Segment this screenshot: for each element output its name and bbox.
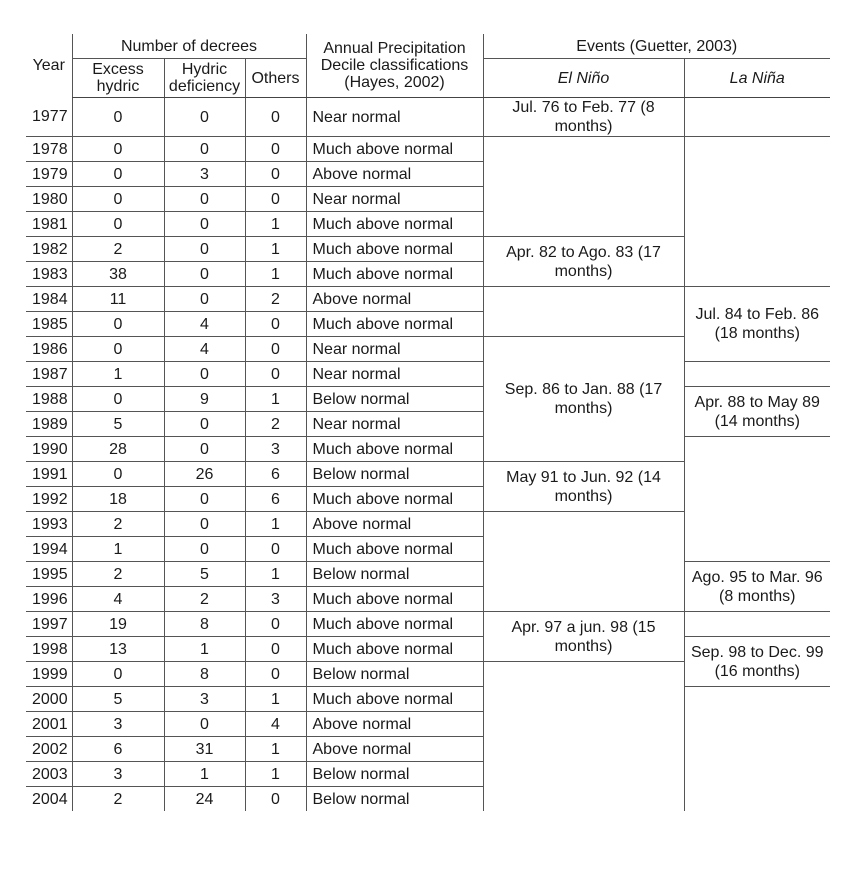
others-cell: 1 bbox=[245, 387, 306, 412]
el-nino-event-cell: Jul. 76 to Feb. 77 (8 months) bbox=[483, 98, 684, 137]
excess-hydric-cell: 28 bbox=[72, 437, 164, 462]
header-number-of-decrees: Number of decrees bbox=[72, 34, 306, 59]
year-cell: 2001 bbox=[26, 712, 72, 737]
table-row bbox=[26, 362, 830, 387]
header-year: Year bbox=[32, 57, 65, 75]
precipitation-class-cell: Much above normal bbox=[306, 262, 483, 287]
others-cell: 1 bbox=[245, 212, 306, 237]
year-cell: 1978 bbox=[26, 137, 72, 162]
la-nina-event-cell: Apr. 88 to May 89 (14 months) bbox=[684, 387, 830, 437]
header-annual-precipitation: Annual Precipitation Decile classifications (Hayes, 2002) bbox=[306, 34, 483, 98]
year-cell: 1992 bbox=[26, 487, 72, 512]
el-nino-event-cell: Apr. 97 a jun. 98 (15 months) bbox=[483, 612, 684, 662]
year-cell: 1990 bbox=[26, 437, 72, 462]
table-body bbox=[26, 98, 830, 812]
year-cell: 1989 bbox=[26, 412, 72, 437]
year-cell: 1983 bbox=[26, 262, 72, 287]
precipitation-class-cell: Below normal bbox=[306, 462, 483, 487]
la-nina-event-cell: Ago. 95 to Mar. 96 (8 months) bbox=[684, 562, 830, 612]
year-cell: 1987 bbox=[26, 362, 72, 387]
precipitation-class-cell: Much above normal bbox=[306, 612, 483, 637]
hydric-deficiency-cell: 0 bbox=[164, 512, 245, 537]
year-cell: 1982 bbox=[26, 237, 72, 262]
hydric-deficiency-cell: 0 bbox=[164, 537, 245, 562]
excess-hydric-cell: 5 bbox=[72, 412, 164, 437]
hydric-deficiency-cell: 24 bbox=[164, 787, 245, 812]
others-cell: 1 bbox=[245, 737, 306, 762]
others-cell: 1 bbox=[245, 762, 306, 787]
precipitation-class-cell: Much above normal bbox=[306, 537, 483, 562]
header-la-nina: La Niña bbox=[684, 59, 830, 98]
precipitation-class-cell: Below normal bbox=[306, 387, 483, 412]
year-cell: 1977 bbox=[32, 108, 68, 126]
others-cell: 1 bbox=[245, 262, 306, 287]
year-cell: 1984 bbox=[26, 287, 72, 312]
la-nina-event-cell bbox=[684, 98, 830, 137]
hydric-deficiency-cell: 0 bbox=[164, 712, 245, 737]
excess-hydric-cell: 38 bbox=[72, 262, 164, 287]
others-cell: 1 bbox=[245, 237, 306, 262]
others-cell: 6 bbox=[245, 462, 306, 487]
others-cell: 0 bbox=[245, 337, 306, 362]
excess-hydric-cell: 0 bbox=[72, 187, 164, 212]
el-nino-event-cell: Sep. 86 to Jan. 88 (17 months) bbox=[483, 337, 684, 462]
el-nino-event-cell bbox=[483, 137, 684, 237]
precipitation-class-cell: Above normal bbox=[306, 162, 483, 187]
la-nina-event-cell bbox=[684, 687, 830, 812]
el-nino-event-cell bbox=[483, 662, 684, 812]
excess-hydric-cell: 6 bbox=[72, 737, 164, 762]
excess-hydric-cell: 3 bbox=[72, 712, 164, 737]
others-cell: 0 bbox=[245, 662, 306, 687]
excess-hydric-cell: 0 bbox=[72, 98, 164, 137]
table-row bbox=[26, 562, 830, 587]
precipitation-class-cell: Much above normal bbox=[306, 137, 483, 162]
precipitation-class-cell: Near normal bbox=[306, 187, 483, 212]
precipitation-events-table bbox=[26, 34, 830, 811]
la-nina-event-cell: Jul. 84 to Feb. 86 (18 months) bbox=[684, 287, 830, 362]
table-row bbox=[26, 137, 830, 162]
others-cell: 0 bbox=[245, 137, 306, 162]
hydric-deficiency-cell: 9 bbox=[164, 387, 245, 412]
year-cell: 2002 bbox=[26, 737, 72, 762]
excess-hydric-cell: 0 bbox=[72, 212, 164, 237]
precipitation-class-cell: Below normal bbox=[306, 662, 483, 687]
hydric-deficiency-cell: 0 bbox=[164, 487, 245, 512]
precipitation-class-cell: Above normal bbox=[306, 737, 483, 762]
excess-hydric-cell: 0 bbox=[72, 337, 164, 362]
hydric-deficiency-cell: 8 bbox=[164, 612, 245, 637]
hydric-deficiency-cell: 2 bbox=[164, 587, 245, 612]
table-row bbox=[26, 437, 830, 462]
hydric-deficiency-cell: 0 bbox=[164, 237, 245, 262]
excess-hydric-cell: 5 bbox=[72, 687, 164, 712]
year-cell: 1991 bbox=[26, 462, 72, 487]
table-row bbox=[26, 637, 830, 662]
others-cell: 0 bbox=[245, 98, 306, 137]
header-el-nino: El Niño bbox=[483, 59, 684, 98]
year-cell: 1981 bbox=[26, 212, 72, 237]
precipitation-class-cell: Below normal bbox=[306, 787, 483, 812]
hydric-deficiency-cell: 0 bbox=[164, 412, 245, 437]
others-cell: 1 bbox=[245, 562, 306, 587]
year-cell: 1993 bbox=[26, 512, 72, 537]
others-cell: 1 bbox=[245, 512, 306, 537]
year-cell: 1997 bbox=[26, 612, 72, 637]
hydric-deficiency-cell: 1 bbox=[164, 762, 245, 787]
precipitation-class-cell: Above normal bbox=[306, 712, 483, 737]
hydric-deficiency-cell: 4 bbox=[164, 337, 245, 362]
el-nino-event-cell: Apr. 82 to Ago. 83 (17 months) bbox=[483, 237, 684, 287]
year-cell: 2003 bbox=[26, 762, 72, 787]
others-cell: 6 bbox=[245, 487, 306, 512]
hydric-deficiency-cell: 0 bbox=[164, 137, 245, 162]
hydric-deficiency-cell: 1 bbox=[164, 637, 245, 662]
el-nino-event-cell bbox=[483, 512, 684, 612]
hydric-deficiency-cell: 3 bbox=[164, 687, 245, 712]
precipitation-class-cell: Much above normal bbox=[306, 312, 483, 337]
excess-hydric-cell: 13 bbox=[72, 637, 164, 662]
excess-hydric-cell: 4 bbox=[72, 587, 164, 612]
hydric-deficiency-cell: 0 bbox=[164, 362, 245, 387]
excess-hydric-cell: 18 bbox=[72, 487, 164, 512]
excess-hydric-cell: 0 bbox=[72, 137, 164, 162]
hydric-deficiency-cell: 26 bbox=[164, 462, 245, 487]
header-others: Others bbox=[245, 59, 306, 98]
el-nino-event-cell: May 91 to Jun. 92 (14 months) bbox=[483, 462, 684, 512]
hydric-deficiency-cell: 0 bbox=[164, 98, 245, 137]
table-row bbox=[26, 387, 830, 412]
la-nina-event-cell bbox=[684, 137, 830, 287]
excess-hydric-cell: 2 bbox=[72, 512, 164, 537]
others-cell: 0 bbox=[245, 362, 306, 387]
precipitation-class-cell: Above normal bbox=[306, 287, 483, 312]
year-cell: 2004 bbox=[26, 787, 72, 812]
others-cell: 0 bbox=[245, 537, 306, 562]
others-cell: 0 bbox=[245, 162, 306, 187]
others-cell: 0 bbox=[245, 187, 306, 212]
precipitation-class-cell: Near normal bbox=[306, 362, 483, 387]
table-row bbox=[26, 612, 830, 637]
excess-hydric-cell: 0 bbox=[72, 662, 164, 687]
year-cell: 1979 bbox=[26, 162, 72, 187]
others-cell: 4 bbox=[245, 712, 306, 737]
hydric-deficiency-cell: 0 bbox=[164, 262, 245, 287]
excess-hydric-cell: 1 bbox=[72, 362, 164, 387]
year-cell: 1986 bbox=[26, 337, 72, 362]
la-nina-event-cell bbox=[684, 437, 830, 562]
others-cell: 0 bbox=[245, 637, 306, 662]
precipitation-class-cell: Near normal bbox=[306, 412, 483, 437]
year-cell: 1996 bbox=[26, 587, 72, 612]
excess-hydric-cell: 0 bbox=[72, 162, 164, 187]
excess-hydric-cell: 11 bbox=[72, 287, 164, 312]
excess-hydric-cell: 2 bbox=[72, 237, 164, 262]
others-cell: 0 bbox=[245, 787, 306, 812]
precipitation-class-cell: Much above normal bbox=[306, 637, 483, 662]
year-cell: 1985 bbox=[26, 312, 72, 337]
year-cell: 1980 bbox=[26, 187, 72, 212]
precipitation-class-cell: Above normal bbox=[306, 512, 483, 537]
excess-hydric-cell: 0 bbox=[72, 462, 164, 487]
excess-hydric-cell: 2 bbox=[72, 787, 164, 812]
la-nina-event-cell bbox=[684, 612, 830, 637]
header-events: Events (Guetter, 2003) bbox=[483, 34, 830, 59]
precipitation-class-cell: Much above normal bbox=[306, 587, 483, 612]
table-row bbox=[26, 687, 830, 712]
excess-hydric-cell: 0 bbox=[72, 312, 164, 337]
hydric-deficiency-cell: 0 bbox=[164, 212, 245, 237]
el-nino-event-cell bbox=[483, 287, 684, 337]
year-cell: 1988 bbox=[26, 387, 72, 412]
hydric-deficiency-cell: 5 bbox=[164, 562, 245, 587]
precipitation-class-cell: Below normal bbox=[306, 762, 483, 787]
year-cell: 1998 bbox=[26, 637, 72, 662]
excess-hydric-cell: 1 bbox=[72, 537, 164, 562]
precipitation-class-cell: Near normal bbox=[306, 337, 483, 362]
others-cell: 3 bbox=[245, 437, 306, 462]
year-cell: 1994 bbox=[26, 537, 72, 562]
hydric-deficiency-cell: 3 bbox=[164, 162, 245, 187]
hydric-deficiency-cell: 4 bbox=[164, 312, 245, 337]
table-row bbox=[26, 98, 830, 137]
others-cell: 2 bbox=[245, 287, 306, 312]
excess-hydric-cell: 19 bbox=[72, 612, 164, 637]
precipitation-class-cell: Much above normal bbox=[306, 487, 483, 512]
excess-hydric-cell: 3 bbox=[72, 762, 164, 787]
others-cell: 0 bbox=[245, 612, 306, 637]
header-hydric-deficiency: Hydric deficiency bbox=[164, 59, 245, 98]
precipitation-class-cell: Much above normal bbox=[306, 237, 483, 262]
precipitation-class-cell: Much above normal bbox=[306, 437, 483, 462]
hydric-deficiency-cell: 0 bbox=[164, 287, 245, 312]
precipitation-class-cell: Much above normal bbox=[306, 212, 483, 237]
table-row bbox=[26, 287, 830, 312]
excess-hydric-cell: 2 bbox=[72, 562, 164, 587]
others-cell: 3 bbox=[245, 587, 306, 612]
precipitation-class-cell: Below normal bbox=[306, 562, 483, 587]
others-cell: 0 bbox=[245, 312, 306, 337]
precipitation-class-cell: Near normal bbox=[306, 98, 483, 137]
la-nina-event-cell: Sep. 98 to Dec. 99 (16 months) bbox=[684, 637, 830, 687]
others-cell: 1 bbox=[245, 687, 306, 712]
hydric-deficiency-cell: 0 bbox=[164, 437, 245, 462]
year-cell: 1999 bbox=[26, 662, 72, 687]
hydric-deficiency-cell: 31 bbox=[164, 737, 245, 762]
year-cell: 1995 bbox=[26, 562, 72, 587]
la-nina-event-cell bbox=[684, 362, 830, 387]
year-cell: 2000 bbox=[26, 687, 72, 712]
others-cell: 2 bbox=[245, 412, 306, 437]
header-excess-hydric: Excess hydric bbox=[72, 59, 164, 98]
precipitation-class-cell: Much above normal bbox=[306, 687, 483, 712]
hydric-deficiency-cell: 8 bbox=[164, 662, 245, 687]
hydric-deficiency-cell: 0 bbox=[164, 187, 245, 212]
excess-hydric-cell: 0 bbox=[72, 387, 164, 412]
